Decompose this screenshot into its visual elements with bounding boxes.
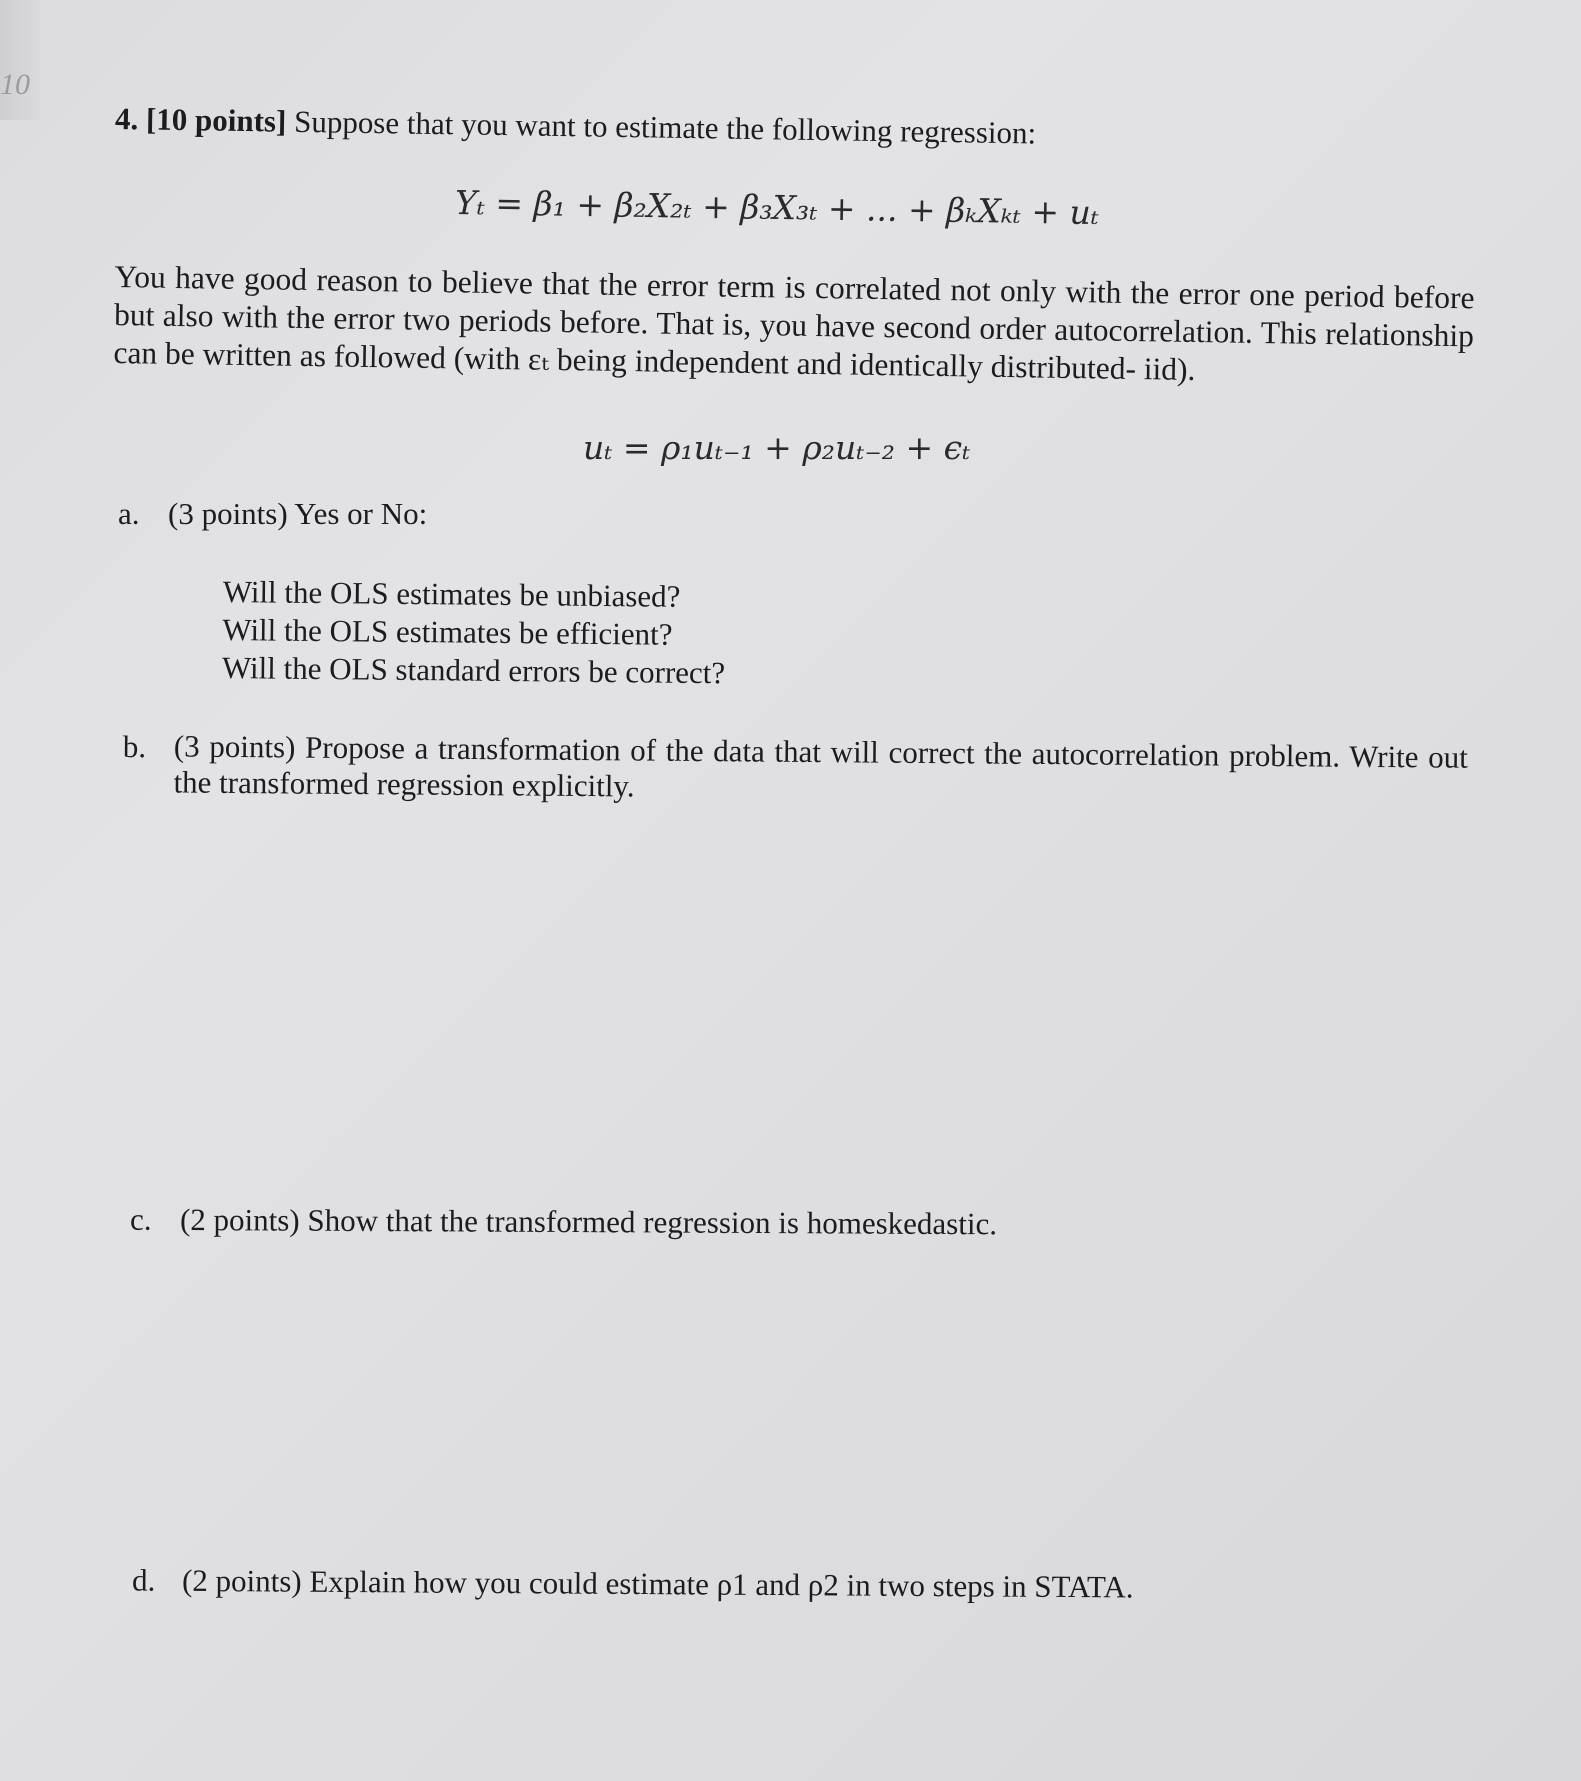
part-d xyxy=(132,1562,1134,1606)
sub-question: Will the OLS standard errors be correct? xyxy=(221,649,726,691)
paragraph-text: You have good reason to believe that the error term is correlated not only with the error one period before but also with the error two periods before. That is, you have second order autocorrelation. This relationship can be written as followed (with εₜ being independent and identically distributed- iid). xyxy=(113,258,1475,387)
part-d-text: (2 points) Explain how you could estimate ρ1 and ρ2 in two steps in STATA. xyxy=(181,1562,1134,1605)
sub-question: Will the OLS estimates be unbiased? xyxy=(222,573,681,614)
regression-equation: Yₜ = β₁ + β₂X₂ₜ + β₃X₃ₜ + ... + βₖXₖₜ + uₜ xyxy=(454,182,1100,233)
sub-question: Will the OLS estimates be efficient? xyxy=(222,611,673,652)
question-prompt: Suppose that you want to estimate the following regression: xyxy=(293,103,1037,151)
part-a xyxy=(118,495,427,532)
page-fold-shadow xyxy=(0,0,40,120)
part-a-label: a. xyxy=(118,496,140,531)
part-b xyxy=(122,728,1468,812)
part-a-text: (3 points) Yes or No: xyxy=(168,496,428,531)
part-c-text: (2 points) Show that the transformed regression is homeskedastic. xyxy=(179,1201,998,1242)
part-c xyxy=(130,1201,997,1243)
error-term-equation: uₜ = ρ₁uₜ₋₁ + ρ₂uₜ₋₂ + ϵₜ xyxy=(583,428,971,467)
part-c-label: c. xyxy=(129,1201,152,1237)
part-d-label: d. xyxy=(131,1562,156,1598)
question-points: [10 points] xyxy=(145,101,287,139)
part-b-label: b. xyxy=(122,728,147,765)
autocorrelation-paragraph xyxy=(113,258,1475,393)
part-b-text: (3 points) Propose a transformation of the data that will correct the autocorrelation problem. Write out the transformed regression explicitly. xyxy=(173,728,1468,804)
corner-pen-mark: 10 xyxy=(0,68,30,101)
question-heading xyxy=(115,100,1037,152)
part-a-sub-questions xyxy=(222,573,726,692)
question-number: 4. xyxy=(114,101,139,137)
